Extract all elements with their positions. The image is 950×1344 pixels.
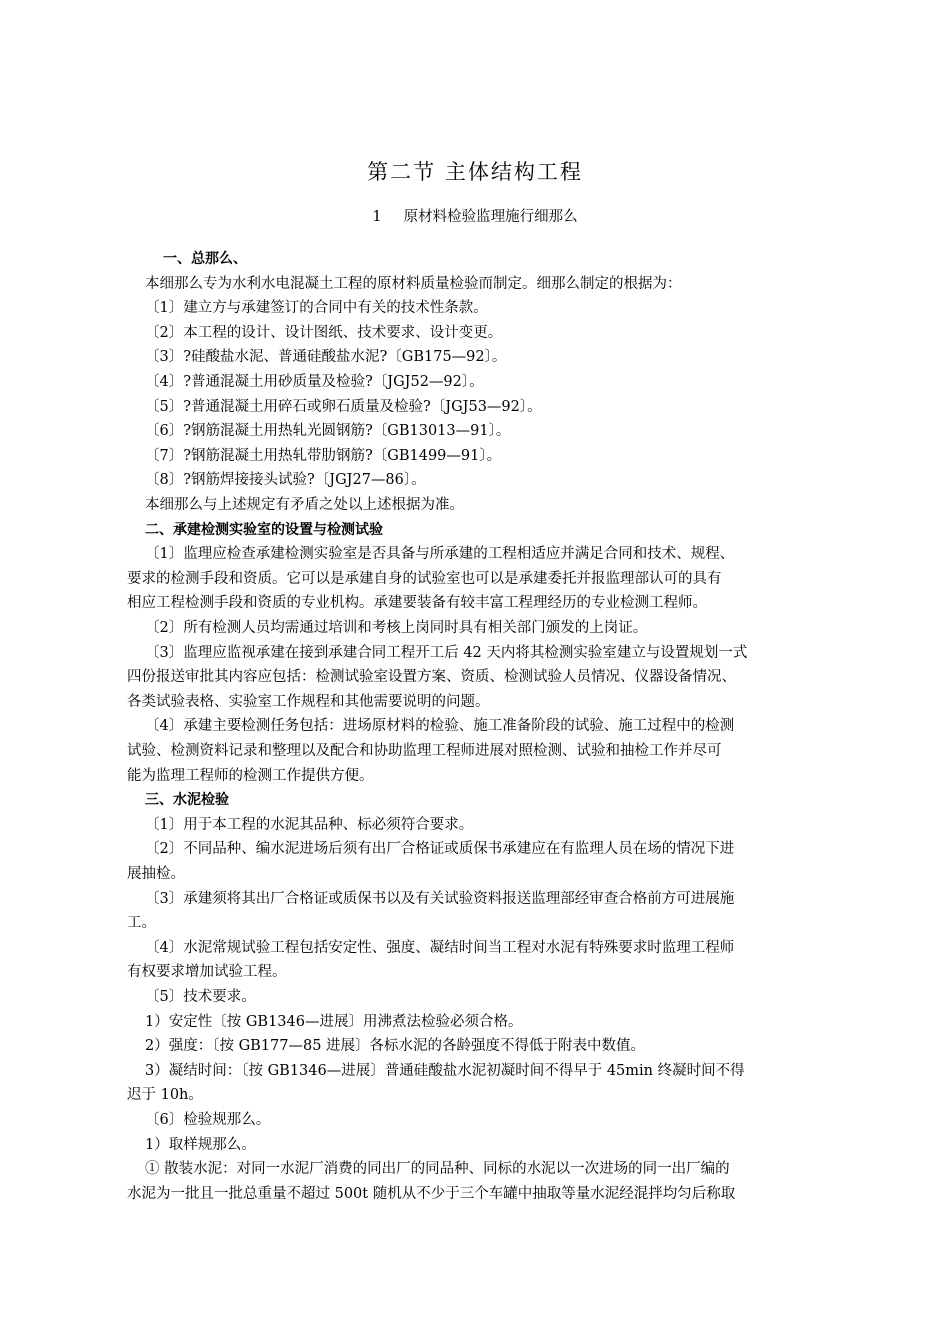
paragraph-line: 〔7〕?钢筋混凝土用热轧带肋钢筋?〔GB1499—91〕。 <box>145 447 502 464</box>
paragraph-line: 〔6〕检验规那么。 <box>145 1112 271 1128</box>
paragraph-line: 相应工程检测手段和资质的专业机构。承建要装备有较丰富工程理经历的专业检测工程师。 <box>127 595 707 612</box>
paragraph-line: 〔5〕?普通混凝土用碎石或卵石质量及检验?〔JGJ53—92〕。 <box>145 398 542 415</box>
paragraph-line: 〔4〕承建主要检测任务包括：进场原材料的检验、施工准备阶段的试验、施工过程中的检测 <box>145 718 735 735</box>
section-heading: 二、承建检测实验室的设置与检测试验 <box>145 521 383 538</box>
paragraph-line: 〔3〕监理应监视承建在接到承建合同工程开工后 42 天内将其检测实验室建立与设置规划一式 <box>145 644 748 661</box>
paragraph-line: 1）取样规那么。 <box>145 1136 256 1153</box>
paragraph-line: 〔1〕监理应检查承建检测实验室是否具备与所承建的工程相适应并满足合同和技术、规程、 <box>145 546 735 563</box>
paragraph-line: 〔2〕不同品种、编水泥进场后须有出厂合格证或质保书承建应在有监理人员在场的情况下进 <box>145 841 735 858</box>
paragraph-line: 〔5〕技术要求。 <box>145 989 256 1005</box>
paragraph-line: 有权要求增加试验工程。 <box>127 964 287 981</box>
section-subtitle <box>0 205 950 226</box>
paragraph-line: 〔1〕建立方与承建签订的合同中有关的技术性条款。 <box>145 300 488 317</box>
subtitle-number: 1 <box>372 209 382 225</box>
paragraph-line: 四份报送审批其内容应包括：检测试验室设置方案、资质、检测试验人员情况、仪器设备情况、 <box>127 669 736 686</box>
paragraph-line: 1）安定性〔按 GB1346—进展〕用沸煮法检验必须合格。 <box>145 1013 523 1030</box>
paragraph-line: 〔3〕承建须将其出厂合格证或质保书以及有关试验资料报送监理部经审查合格前方可进展施 <box>145 890 735 907</box>
paragraph-line: 〔1〕用于本工程的水泥其品种、标必须符合要求。 <box>145 816 474 833</box>
section-heading: 三、水泥检验 <box>145 792 229 809</box>
paragraph-line: 〔8〕?钢筋焊接接头试验?〔JGJ27—86〕。 <box>145 472 426 489</box>
paragraph-line: 3）凝结时间：〔按 GB1346—进展〕普通硅酸盐水泥初凝时间不得早于 45min 终凝时间不得 <box>145 1062 745 1079</box>
paragraph-line: 试验、检测资料记录和整理以及配合和协助监理工程师进展对照检测、试验和抽检工作并尽可 <box>127 743 722 759</box>
section-heading: 一、总那么、 <box>163 251 247 267</box>
paragraph-line: 〔3〕?硅酸盐水泥、普通硅酸盐水泥?〔GB175—92〕。 <box>145 349 507 366</box>
paragraph-line: 〔6〕?钢筋混凝土用热轧光圆钢筋?〔GB13013—91〕。 <box>145 423 511 440</box>
paragraph-line: 〔2〕所有检测人员均需通过培训和考核上岗同时具有相关部门颁发的上岗证。 <box>145 620 648 636</box>
paragraph-line: 要求的检测手段和资质。它可以是承建自身的试验室也可以是承建委托并报监理部认可的具有 <box>127 570 722 587</box>
subtitle-text: 原材料检验监理施行细那么 <box>403 209 578 225</box>
paragraph-line: ① 散装水泥：对同一水泥厂消费的同出厂的同品种、同标的水泥以一次进场的同一出厂编的 <box>145 1161 730 1178</box>
paragraph-line: 能为监理工程师的检测工作提供方便。 <box>127 767 374 784</box>
paragraph-line: 本细那么专为水利水电混凝土工程的原材料质量检验而制定。细那么制定的根据为： <box>145 275 682 292</box>
paragraph-line: 〔2〕本工程的设计、设计图纸、技术要求、设计变更。 <box>145 324 503 341</box>
paragraph-line: 〔4〕?普通混凝土用砂质量及检验?〔JGJ52—92〕。 <box>145 374 484 390</box>
paragraph-line: 工。 <box>127 915 156 932</box>
paragraph-line: 各类试验表格、实验室工作规程和其他需要说明的问题。 <box>127 693 490 710</box>
paragraph-line: 水泥为一批且一批总重量不超过 500t 随机从不少于三个车罐中抽取等量水泥经混拌均匀后称取 <box>127 1185 736 1202</box>
paragraph-line: 2）强度：〔按 GB177—85 进展〕各标水泥的各龄强度不得低于附表中数值。 <box>145 1038 646 1055</box>
paragraph-line: 本细那么与上述规定有矛盾之处以上述根据为准。 <box>145 497 464 513</box>
paragraph-line: 迟于 10h。 <box>127 1087 203 1104</box>
paragraph-line: 〔4〕水泥常规试验工程包括安定性、强度、凝结时间当工程对水泥有特殊要求时监理工程师 <box>145 939 735 956</box>
page-title: 第二节 主体结构工程 <box>367 160 583 184</box>
paragraph-line: 展抽检。 <box>127 866 185 882</box>
